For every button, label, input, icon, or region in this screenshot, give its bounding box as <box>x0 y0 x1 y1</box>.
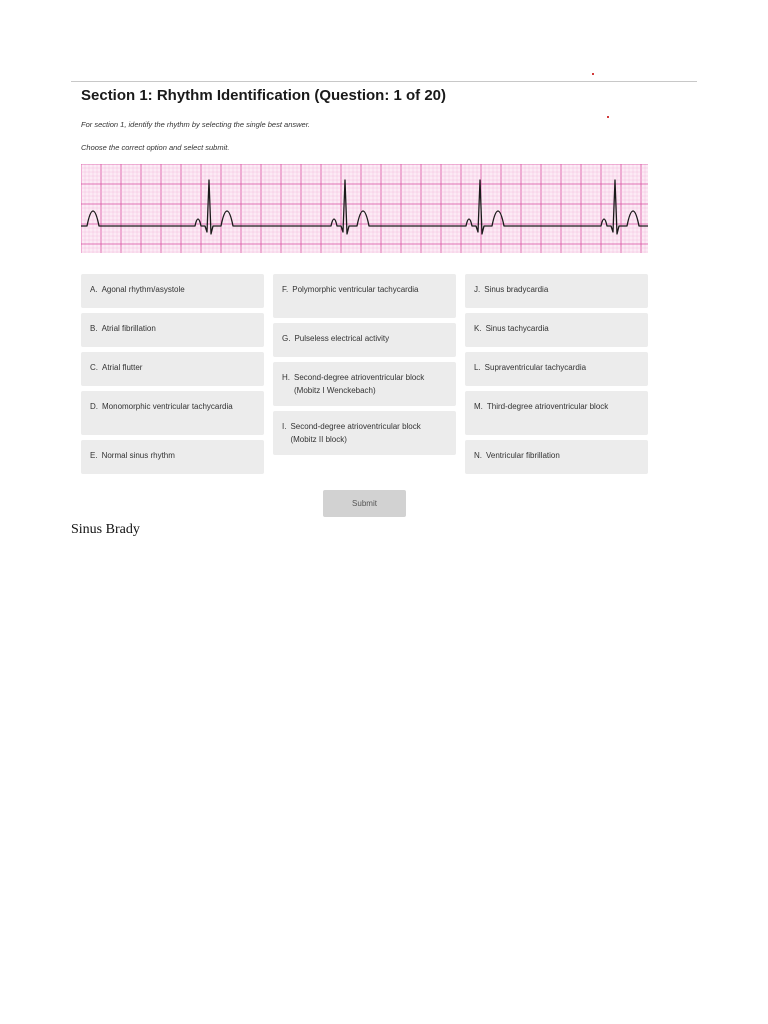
section-title: Section 1: Rhythm Identification (Question: 1 of 20) <box>81 87 447 104</box>
ecg-rhythm-strip <box>81 164 648 253</box>
option-label: Second-degree atrioventricular block (Mobitz II block) <box>290 422 421 444</box>
option-f[interactable] <box>273 274 456 318</box>
option-label: Sinus bradycardia <box>484 285 549 294</box>
option-k[interactable] <box>465 313 648 347</box>
options-column-2 <box>273 274 456 474</box>
instruction-text: For section 1, identify the rhythm by selecting the single best answer. <box>81 120 311 129</box>
option-letter: A. <box>90 285 98 294</box>
option-label: Polymorphic ventricular tachycardia <box>292 285 419 294</box>
option-label: Sinus tachycardia <box>485 324 549 333</box>
option-letter: L. <box>474 363 481 372</box>
option-letter: E. <box>90 451 98 460</box>
option-l[interactable] <box>465 352 648 386</box>
option-j[interactable] <box>465 274 648 308</box>
option-letter: H. <box>282 373 290 382</box>
submit-button[interactable]: Submit <box>323 490 406 517</box>
option-e[interactable] <box>81 440 264 474</box>
option-letter: N. <box>474 451 482 460</box>
option-letter: D. <box>90 402 98 411</box>
option-i[interactable] <box>273 411 456 455</box>
option-n[interactable] <box>465 440 648 474</box>
option-a[interactable] <box>81 274 264 308</box>
answer-note: Sinus Brady <box>71 522 140 537</box>
option-label: Third-degree atrioventricular block <box>486 402 609 411</box>
option-g[interactable] <box>273 323 456 357</box>
option-letter: K. <box>474 324 482 333</box>
options-column-3 <box>465 274 648 474</box>
option-letter: F. <box>282 285 289 294</box>
options-column-1 <box>81 274 264 474</box>
option-label: Second-degree atrioventricular block (Mobitz I Wenckebach) <box>294 373 425 395</box>
ecg-background <box>81 164 648 253</box>
option-letter: M. <box>474 402 483 411</box>
option-letter: I. <box>282 422 287 431</box>
option-letter: C. <box>90 363 98 372</box>
option-d[interactable] <box>81 391 264 435</box>
option-letter: J. <box>474 285 481 294</box>
option-label: Pulseless electrical activity <box>294 334 390 343</box>
answer-options <box>81 274 648 474</box>
option-label: Atrial fibrillation <box>101 324 156 333</box>
option-label: Agonal rhythm/asystole <box>101 285 185 294</box>
option-m[interactable] <box>465 391 648 435</box>
option-letter: B. <box>90 324 98 333</box>
marker-dot <box>607 116 609 118</box>
option-c[interactable] <box>81 352 264 386</box>
option-label: Supraventricular tachycardia <box>484 363 587 372</box>
option-label: Atrial flutter <box>102 363 143 372</box>
option-label: Ventricular fibrillation <box>486 451 560 460</box>
option-letter: G. <box>282 334 291 343</box>
option-label: Monomorphic ventricular tachycardia <box>102 402 233 411</box>
divider-line <box>71 81 697 82</box>
option-label: Normal sinus rhythm <box>101 451 175 460</box>
option-h[interactable] <box>273 362 456 406</box>
option-b[interactable] <box>81 313 264 347</box>
marker-dot <box>592 73 594 75</box>
instruction-text: Choose the correct option and select submit. <box>81 143 230 152</box>
